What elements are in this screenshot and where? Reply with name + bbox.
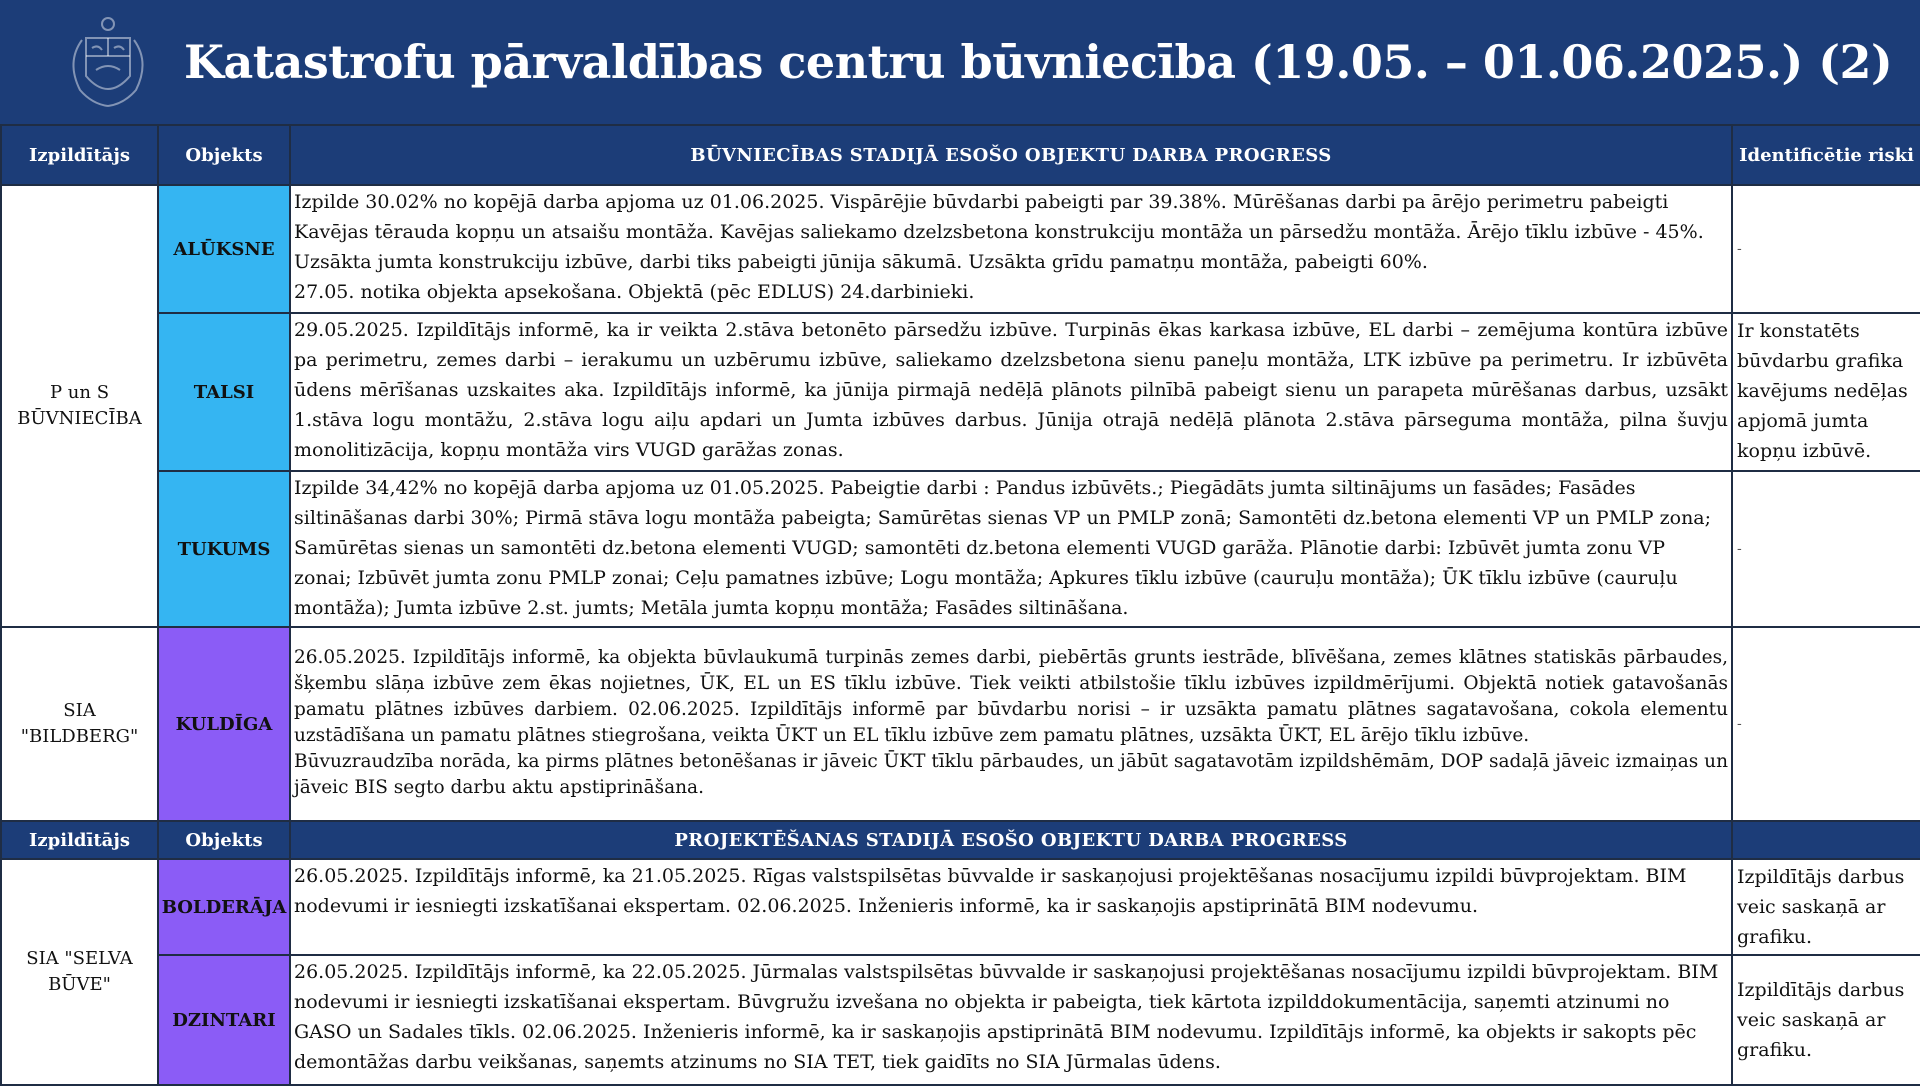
table-row — [1, 627, 1920, 821]
executor-cell: P un S BŪVNIECĪBA — [1, 185, 158, 627]
progress-description: 29.05.2025. Izpildītājs informē, ka ir veikta 2.stāva betonēto pārsedžu izbūve. Turpinās ēkas karkasa izbūve, EL darbi – zemējuma kontūra izbūve pa perimetru, zemes darbi – ierakumu un uzbērumu izbūve, saliekamo dzelzsbetona sienu paneļu montāža, LTK izbūve pa perimetru. Ir izbūvēta ūdens mērīšanas uzskaites aka. Izpildītājs informē, ka jūnija pirmajā nedēļā plānots pilnībā pabeigt sienu un parapeta mūrēšanas darbus, uzsākt 1.stāva logu montāžu, 2.stāva logu aiļu apdari un Jumta izbūves darbus. Jūnija otrajā nedēļā plānota 2.stāva pārseguma montāža, pilna šuvju monolitizācija, kopņu montāža virs VUGD garāžas zonas. — [290, 313, 1732, 471]
executor-cell: SIA "BILDBERG" — [1, 627, 158, 821]
table-row — [1, 471, 1920, 627]
risk-cell: - — [1732, 471, 1920, 627]
progress-note: Būvuzraudzība norāda, ka pirms plātnes betonēšanas ir jāveic ŪKT tīklu pārbaudes, un jābūt sagatavotām izpildshēmām, DOP sadaļā jāveic izmaiņas un jāveic BIS segto darbu aktu apstiprināšana. — [294, 751, 1728, 798]
progress-table — [0, 124, 1920, 1086]
table-row — [1, 955, 1920, 1085]
design-header-row — [1, 821, 1920, 859]
risk-cell: Ir konstatēts būvdarbu grafika kavējums nedēļas apjomā jumta kopņu izbūvē. — [1732, 313, 1920, 471]
table-row — [1, 185, 1920, 313]
executor-column-header: Izpildītājs — [1, 125, 158, 185]
progress-text: Izpilde 30.02% no kopējā darba apjoma uz 01.06.2025. Vispārējie būvdarbi pabeigti par 39.38%. Mūrēšanas darbi pa ārējo perimetru pabeigti Kavējas tērauda kopņu un atsaišu montāža. Kavējas saliekamo dzelzsbetona konstrukciju montāža un pārsedžu montāža. Ārējo tīklu izbūve - 45%. Uzsākta jumta konstrukciju izbūve, darbi tiks pabeigti jūnija sākumā. Uzsākta grīdu pamatņu montāža, pabeigti 60%. — [294, 191, 1704, 273]
design-progress-header: PROJEKTĒŠANAS STADIJĀ ESOŠO OBJEKTU DARBA PROGRESS — [290, 821, 1732, 859]
progress-description: Izpilde 34,42% no kopējā darba apjoma uz 01.05.2025. Pabeigtie darbi : Pandus izbūvēts.; Piegādāts jumta siltinājums un fasādes; Fasādes siltināšanas darbi 30%; Pirmā stāva logu montāža pabeigta; Samūrētas sienas VP un PMLP zonā; Samontēti dz.betona elementi VP un PMLP zona; Samūrētas sienas un samontēti dz.betona elementi VUGD; samontēti dz.betona elementi VUGD garāža. Plānotie darbi: Izbūvēt jumta zonu VP zonai; Izbūvēt jumta zonu PMLP zonai; Ceļu pamatnes izbūve; Logu montāža; Apkures tīklu izbūve (cauruļu montāža); ŪK tīklu izbūve (cauruļu montāža); Jumta izbūve 2.st. jumts; Metāla jumta kopņu montāža; Fasādes siltināšana. — [290, 471, 1732, 627]
object-column-header: Objekts — [158, 821, 290, 859]
page-title: Katastrofu pārvaldības centru būvniecība (19.05. – 01.06.2025.) (2) — [184, 35, 1893, 89]
executor-cell: SIA "SELVA BŪVE" — [1, 859, 158, 1085]
progress-description: 26.05.2025. Izpildītājs informē, ka 22.05.2025. Jūrmalas valstspilsētas būvvalde ir saskaņojusi projektēšanas nosacījumu izpildi būvprojektam. BIM nodevumi ir iesniegti izskatīšanai ekspertam. Būvgružu izvešana no objekta ir pabeigta, tiek kārtota izpilddokumentācija, saņemti atzinumi no GASO un Sadales tīkls. 02.06.2025. Inženieris informē, ka ir saskaņojis apstiprinātā BIM nodevumu. Izpildītājs informē, ka objekts ir sakopts pēc demontāžas darbu veikšanas, saņemts atzinums no SIA TET, tiek gaidīts no SIA Jūrmalas ūdens. — [290, 955, 1732, 1085]
object-cell: DZINTARI — [158, 955, 290, 1085]
risk-cell: Izpildītājs darbus veic saskaņā ar grafiku. — [1732, 859, 1920, 955]
risks-column-header: Identificētie riski — [1732, 125, 1920, 185]
construction-header-row — [1, 125, 1920, 185]
object-cell: BOLDERĀJA — [158, 859, 290, 955]
object-cell: TALSI — [158, 313, 290, 471]
risks-column-header-empty — [1732, 821, 1920, 859]
table-row — [1, 859, 1920, 955]
risk-cell: - — [1732, 627, 1920, 821]
risk-cell: Izpildītājs darbus veic saskaņā ar grafiku. — [1732, 955, 1920, 1085]
table-row — [1, 313, 1920, 471]
object-cell: TUKUMS — [158, 471, 290, 627]
progress-description — [290, 185, 1732, 313]
progress-text: 26.05.2025. Izpildītājs informē, ka objekta būvlaukumā turpinās zemes darbi, piebērtās grunts iestrāde, blīvēšana, zemes klātnes statiskās pārbaudes, šķembu slāņa izbūve zem ēkas nojietnes, ŪK, EL un ES tīklu izbūve. Tiek veikti atbilstošie tīklu izbūves izpildmērījumi. Objektā notiek gatavošanās pamatu plātnes izbūves darbiem. 02.06.2025. Izpildītājs informē par būvdarbu norisi – ir uzsākta pamatu plātnes sagatavošana, cokola elementu uzstādīšana un pamatu plātnes stiegrošana, veikta ŪKT un EL tīklu izbūve zem pamatu plātnes, uzsākta ŪKT, EL ārējo tīklu izbūve. — [294, 647, 1728, 746]
risk-cell: - — [1732, 185, 1920, 313]
coat-of-arms-icon — [56, 10, 160, 114]
progress-note: 27.05. notika objekta apsekošana. Objektā (pēc EDLUS) 24.darbinieki. — [294, 281, 975, 303]
progress-description: 26.05.2025. Izpildītājs informē, ka 21.05.2025. Rīgas valstspilsētas būvvalde ir saskaņojusi projektēšanas nosacījumu izpildi būvprojektam. BIM nodevumi ir iesniegti izskatīšanai ekspertam. 02.06.2025. Inženieris informē, ka ir saskaņojis apstiprinātā BIM nodevumu. — [290, 859, 1732, 955]
object-column-header: Objekts — [158, 125, 290, 185]
executor-column-header: Izpildītājs — [1, 821, 158, 859]
progress-description — [290, 627, 1732, 821]
object-cell: ALŪKSNE — [158, 185, 290, 313]
object-cell: KULDĪGA — [158, 627, 290, 821]
construction-progress-header: BŪVNIECĪBAS STADIJĀ ESOŠO OBJEKTU DARBA PROGRESS — [290, 125, 1732, 185]
page-header — [0, 0, 1920, 124]
